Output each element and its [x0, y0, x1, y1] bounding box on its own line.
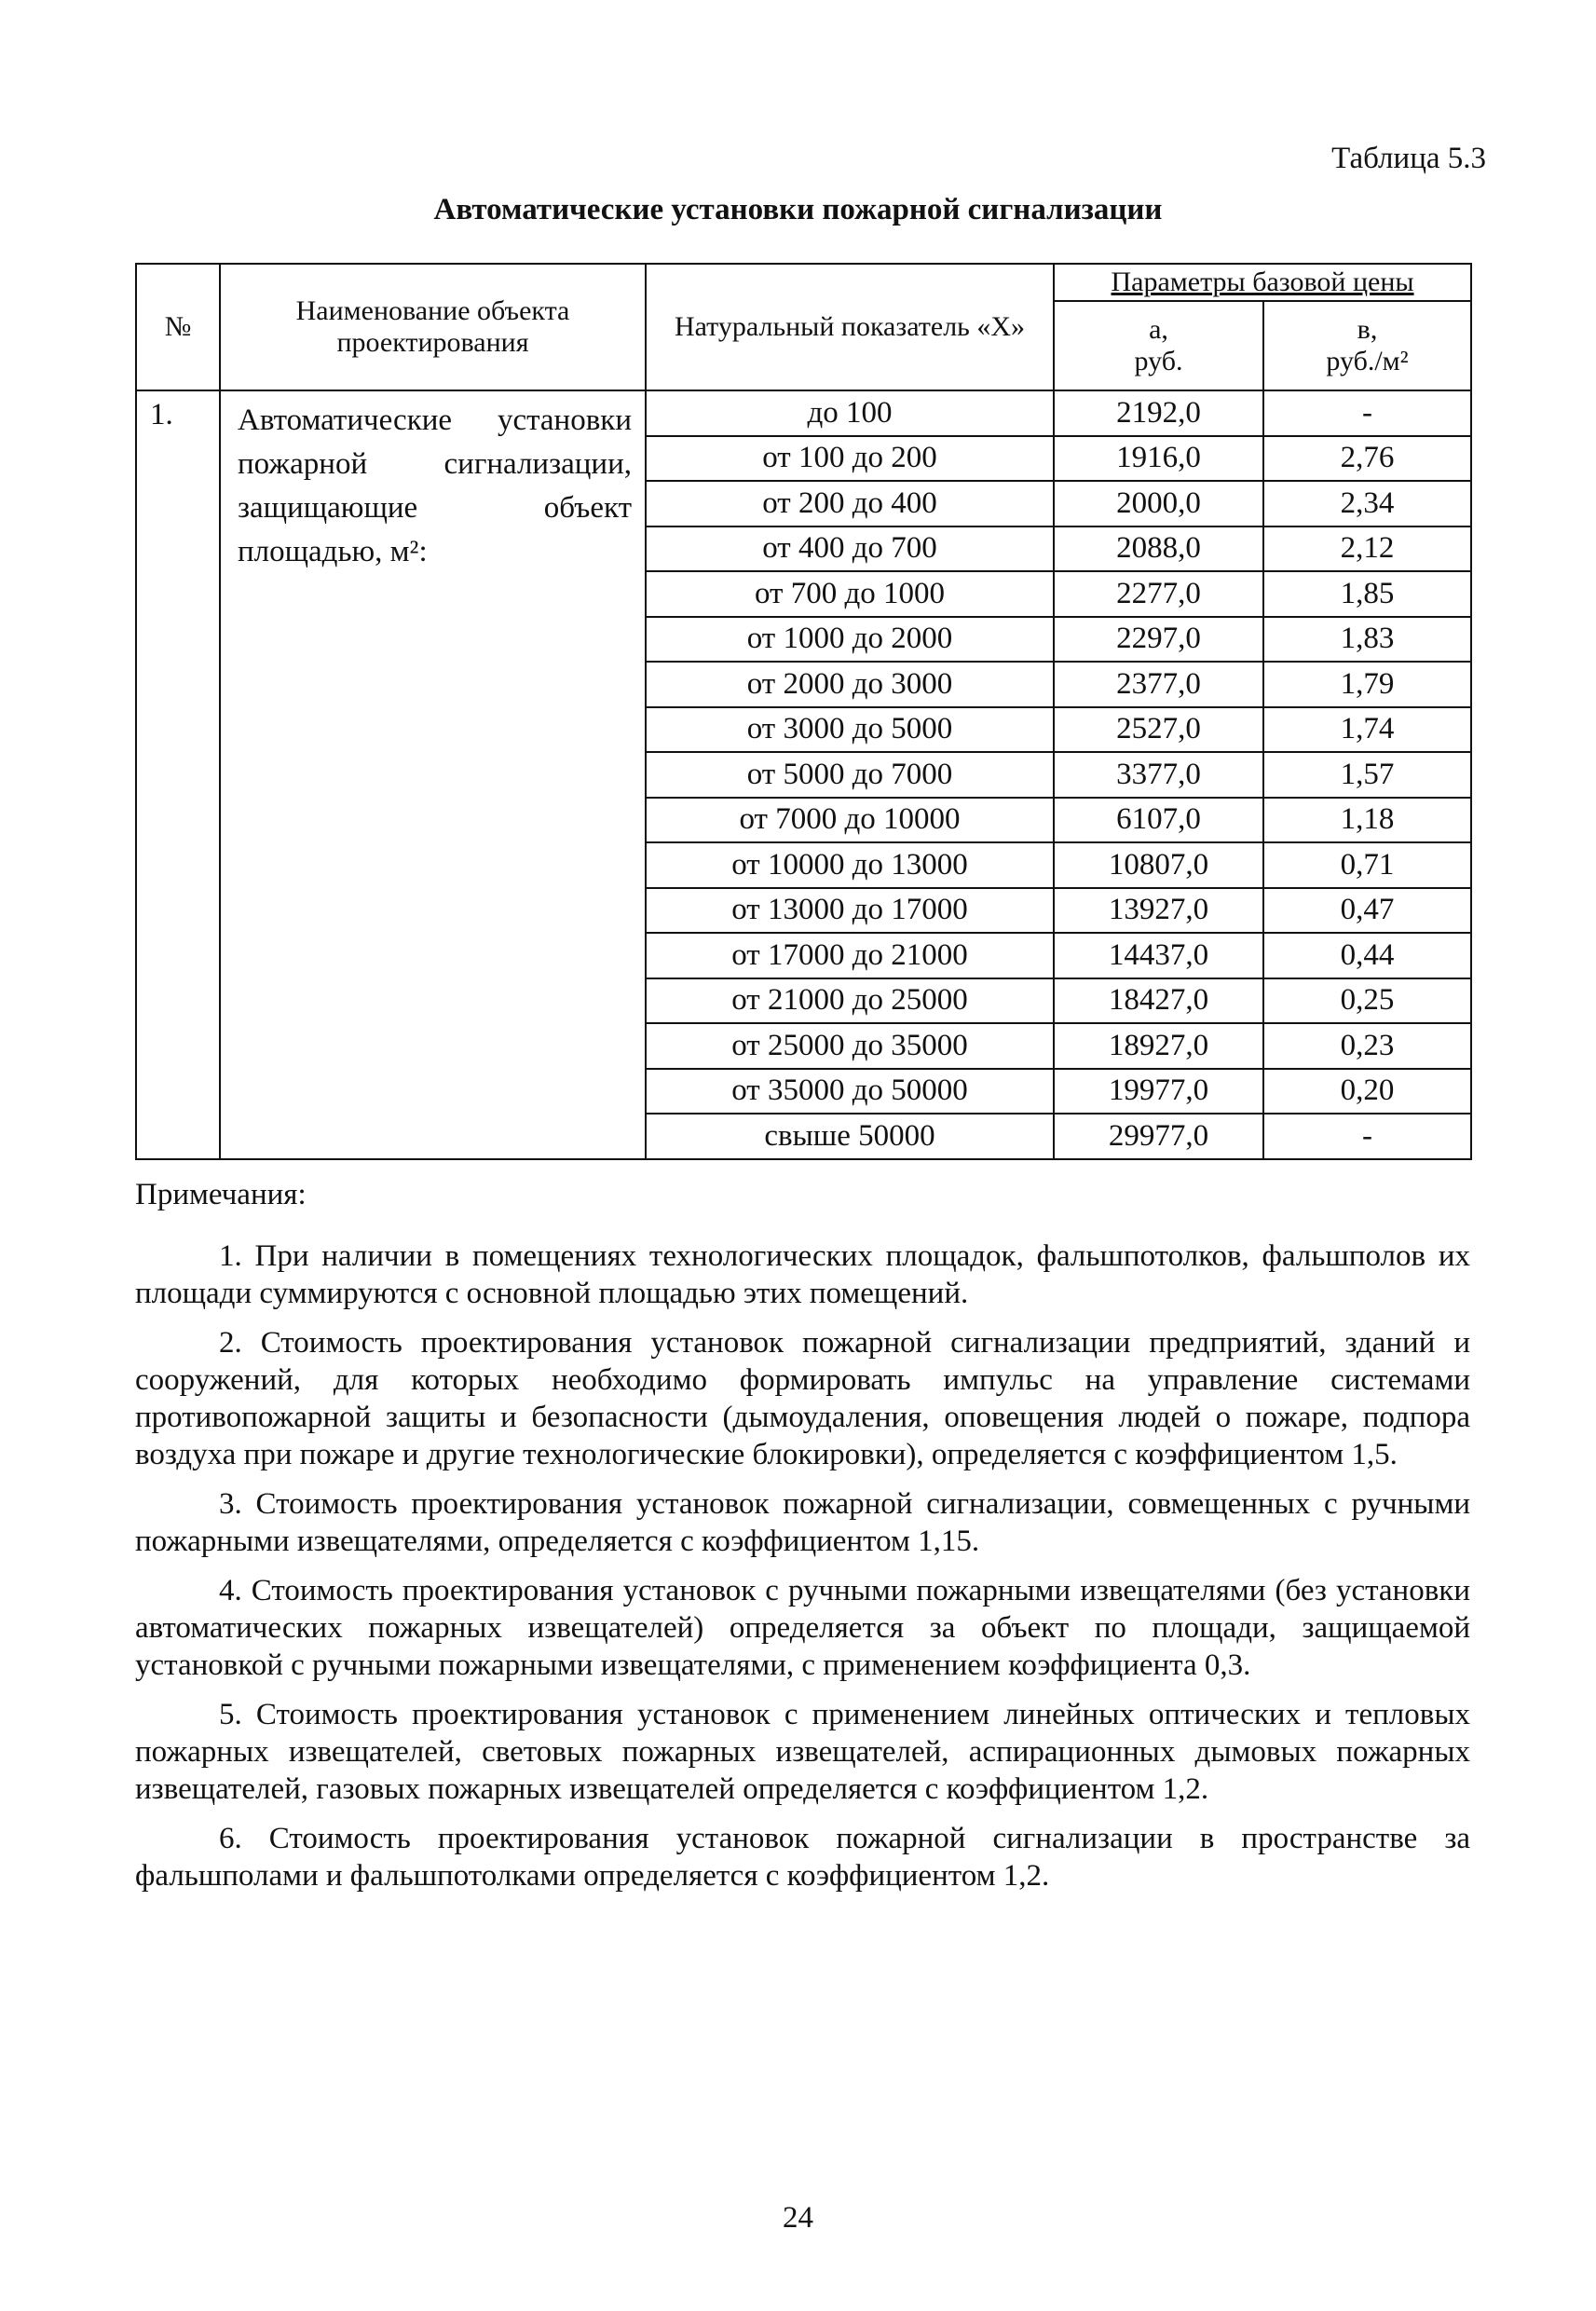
notes-title: Примечания:: [135, 1178, 307, 1211]
price-a-cell: 2297,0: [1054, 617, 1263, 663]
range-cell: до 100: [646, 390, 1054, 436]
range-cell: от 35000 до 50000: [646, 1069, 1054, 1114]
header-number: №: [136, 264, 220, 390]
price-b-cell: 0,25: [1263, 978, 1471, 1024]
table-label: Таблица 5.3: [1331, 142, 1486, 175]
range-cell: от 1000 до 2000: [646, 617, 1054, 663]
table-row: [136, 390, 1471, 436]
range-cell: от 17000 до 21000: [646, 933, 1054, 978]
range-cell: от 400 до 700: [646, 526, 1054, 572]
price-a-cell: 19977,0: [1054, 1069, 1263, 1114]
header-indicator: Натуральный показатель «Х»: [646, 264, 1054, 390]
price-a-cell: 13927,0: [1054, 888, 1263, 934]
range-cell: от 7000 до 10000: [646, 798, 1054, 843]
header-a-label: а,: [1149, 313, 1168, 345]
price-b-cell: 1,57: [1263, 752, 1471, 798]
range-cell: от 10000 до 13000: [646, 842, 1054, 888]
price-a-cell: 2527,0: [1054, 707, 1263, 753]
note-item: 1. При наличии в помещениях технологических площадок, фальшпотолков, фальшполов их площади суммируются с основной площадью этих помещений.: [135, 1239, 1470, 1310]
price-a-cell: 18927,0: [1054, 1023, 1263, 1069]
price-a-cell: 29977,0: [1054, 1114, 1263, 1159]
price-b-cell: 1,18: [1263, 798, 1471, 843]
price-b-cell: 2,34: [1263, 481, 1471, 526]
range-cell: от 3000 до 5000: [646, 707, 1054, 753]
header-b-label: в,: [1357, 313, 1378, 345]
header-params-label: Параметры базовой цены: [1111, 266, 1414, 297]
note-item: 2. Стоимость проектирования установок пожарной сигнализации предприятий, зданий и сооружений, для которых необходимо формировать импульс на управление системами противопожарной защиты и безопасности (дымоудаления, оповещения людей о пожаре, подпора воздуха при пожаре и другие технологические блокировки), определяется с коэффициентом 1,5.: [135, 1326, 1470, 1471]
object-name: Автоматические установки пожарной сигнализации, защищающие объект площадью, м²:: [220, 390, 646, 1159]
price-a-cell: 2192,0: [1054, 390, 1263, 436]
range-cell: от 13000 до 17000: [646, 888, 1054, 934]
price-b-cell: 1,85: [1263, 571, 1471, 617]
price-a-cell: 18427,0: [1054, 978, 1263, 1024]
notes-list: [135, 1238, 1470, 1907]
price-b-cell: 0,44: [1263, 933, 1471, 978]
price-a-cell: 1916,0: [1054, 436, 1263, 482]
range-cell: свыше 50000: [646, 1114, 1054, 1159]
price-b-cell: 1,83: [1263, 617, 1471, 663]
price-b-cell: 0,71: [1263, 842, 1471, 888]
table-title: Автоматические установки пожарной сигнализации: [433, 193, 1163, 226]
table-body: [136, 390, 1471, 1159]
price-a-cell: 2377,0: [1054, 662, 1263, 707]
price-b-cell: 2,76: [1263, 436, 1471, 482]
price-b-cell: 0,20: [1263, 1069, 1471, 1114]
price-a-cell: 2277,0: [1054, 571, 1263, 617]
range-cell: от 25000 до 35000: [646, 1023, 1054, 1069]
price-a-cell: 2088,0: [1054, 526, 1263, 572]
price-a-cell: 14437,0: [1054, 933, 1263, 978]
price-b-cell: -: [1263, 390, 1471, 436]
range-cell: от 2000 до 3000: [646, 662, 1054, 707]
price-a-cell: 3377,0: [1054, 752, 1263, 798]
header-b-unit: руб./м²: [1326, 346, 1409, 376]
header-b: [1263, 301, 1471, 390]
page-number: 24: [783, 2201, 813, 2235]
table-header: [136, 264, 1471, 390]
row-number: 1.: [136, 390, 220, 1159]
header-params: [1054, 264, 1471, 301]
note-item: 5. Стоимость проектирования установок с применением линейных оптических и тепловых пожарных извещателей, световых пожарных извещателей, аспирационных дымовых пожарных извещателей, газовых пожарных извещателей определяется с коэффициентом 1,2.: [135, 1698, 1470, 1806]
range-cell: от 5000 до 7000: [646, 752, 1054, 798]
price-table: [135, 263, 1472, 1160]
price-b-cell: -: [1263, 1114, 1471, 1159]
range-cell: от 200 до 400: [646, 481, 1054, 526]
price-b-cell: 1,74: [1263, 707, 1471, 753]
header-a-unit: руб.: [1134, 346, 1183, 376]
range-cell: от 100 до 200: [646, 436, 1054, 482]
note-item: 3. Стоимость проектирования установок пожарной сигнализации, совмещенных с ручными пожарными извещателями, определяется с коэффициентом 1,15.: [135, 1487, 1470, 1558]
note-item: 4. Стоимость проектирования установок с ручными пожарными извещателями (без установки автоматических пожарных извещателей) определяется за объект по площади, защищаемой установкой с ручными пожарными извещателями, с применением коэффициента 0,3.: [135, 1574, 1470, 1682]
header-a: [1054, 301, 1263, 390]
note-item: 6. Стоимость проектирования установок пожарной сигнализации в пространстве за фальшполами и фальшпотолками определяется с коэффициентом 1,2.: [135, 1822, 1470, 1893]
price-b-cell: 2,12: [1263, 526, 1471, 572]
range-cell: от 21000 до 25000: [646, 978, 1054, 1024]
price-b-cell: 1,79: [1263, 662, 1471, 707]
price-a-cell: 2000,0: [1054, 481, 1263, 526]
price-a-cell: 10807,0: [1054, 842, 1263, 888]
price-b-cell: 0,23: [1263, 1023, 1471, 1069]
header-name: Наименование объекта проектирования: [220, 264, 646, 390]
range-cell: от 700 до 1000: [646, 571, 1054, 617]
price-b-cell: 0,47: [1263, 888, 1471, 934]
price-a-cell: 6107,0: [1054, 798, 1263, 843]
